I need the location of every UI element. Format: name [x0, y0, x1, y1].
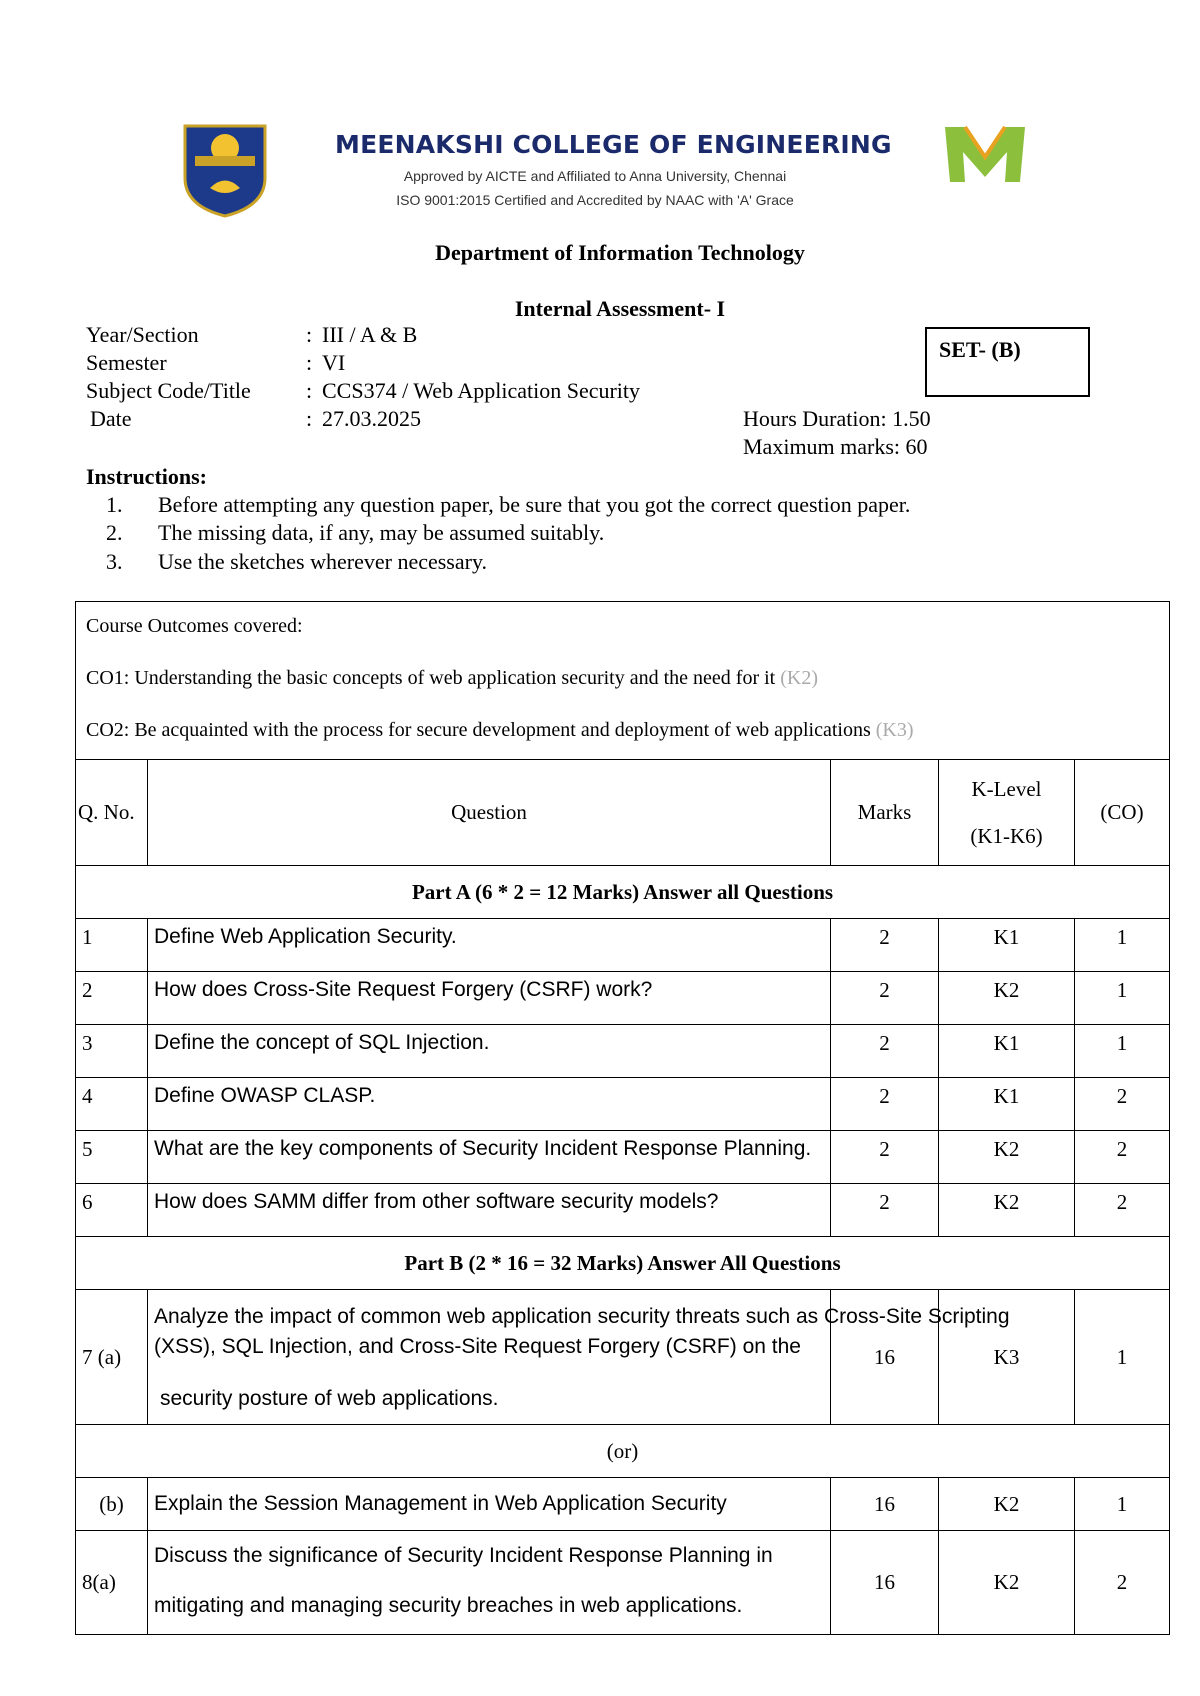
question-number: (b) [76, 1478, 148, 1531]
college-crest-logo [175, 118, 275, 223]
approval-line: Approved by AICTE and Affiliated to Anna University, Chennai [403, 168, 787, 184]
instructions-title: Instructions: [86, 464, 208, 489]
question-klevel: K2 [939, 1184, 1075, 1237]
header-co: (CO) [1075, 760, 1170, 866]
question-text: How does Cross-Site Request Forgery (CSRF) work? [148, 972, 831, 1025]
question-text: Analyze the impact of common web application security threats such as Cross-Site Scripting (XSS), SQL Injection, and Cross-Site Request Forgery (CSRF) on the security posture of web applications. [148, 1290, 831, 1425]
question-klevel: K1 [939, 919, 1075, 972]
question-klevel: K1 [939, 1025, 1075, 1078]
question-co: 1 [1075, 1025, 1170, 1078]
header-marks: Marks [831, 760, 939, 866]
question-klevel: K2 [939, 1531, 1075, 1635]
table-row [76, 1531, 1170, 1635]
question-number: 2 [76, 972, 148, 1025]
set-box [925, 327, 1090, 397]
date-value: 27.03.2025 [322, 406, 421, 431]
co1-level: (K2) [780, 666, 819, 689]
date-label: Date [90, 406, 132, 431]
question-number: 7 (a) [76, 1290, 148, 1425]
part-b-header-row [76, 1237, 1170, 1290]
question-marks: 2 [831, 972, 939, 1025]
question-text: Explain the Session Management in Web Application Security [148, 1478, 831, 1531]
question-number: 1 [76, 919, 148, 972]
question-co: 1 [1075, 1478, 1170, 1531]
table-row [76, 1078, 1170, 1131]
co-heading: Course Outcomes covered: [86, 614, 303, 637]
colon: : [306, 378, 313, 403]
table-row [76, 1131, 1170, 1184]
subject-label: Subject Code/Title [86, 378, 251, 403]
co2-level: (K3) [875, 718, 914, 741]
part-b-heading: Part B (2 * 16 = 32 Marks) Answer All Questions [76, 1237, 1170, 1290]
assessment-title: Internal Assessment- I [514, 296, 726, 321]
max-marks: Maximum marks: 60 [743, 434, 928, 459]
part-a-rows [76, 919, 1170, 1237]
co1: CO1: Understanding the basic concepts of web application security and the need for it (K2) [86, 666, 819, 689]
colon: : [306, 322, 313, 347]
question-number: 3 [76, 1025, 148, 1078]
table-row [76, 1184, 1170, 1237]
question-text: Define the concept of SQL Injection. [148, 1025, 831, 1078]
question-co: 2 [1075, 1531, 1170, 1635]
question-klevel: K2 [939, 1131, 1075, 1184]
question-marks: 16 [831, 1531, 939, 1635]
question-co: 2 [1075, 1078, 1170, 1131]
question-text: How does SAMM differ from other software security models? [148, 1184, 831, 1237]
question-marks: 2 [831, 1025, 939, 1078]
semester-label: Semester [86, 350, 167, 375]
header-qno: Q. No. [76, 760, 148, 866]
part-a-heading: Part A (6 * 2 = 12 Marks) Answer all Questions [76, 866, 1170, 919]
duration: Hours Duration: 1.50 [743, 406, 931, 431]
semester-value: VI [322, 350, 346, 375]
question-marks: 2 [831, 919, 939, 972]
header-klevel: K-Level (K1-K6) [939, 760, 1075, 866]
question-text: Define Web Application Security. [148, 919, 831, 972]
question-number: 6 [76, 1184, 148, 1237]
set-label: SET- (B) [939, 337, 1021, 362]
year-label: Year/Section [86, 322, 199, 347]
question-text: Discuss the significance of Security Incident Response Planning in mitigating and managing security breaches in web applications. [148, 1531, 831, 1635]
question-number: 4 [76, 1078, 148, 1131]
question-marks: 2 [831, 1184, 939, 1237]
question-text: What are the key components of Security Incident Response Planning. [148, 1131, 831, 1184]
question-marks: 2 [831, 1078, 939, 1131]
college-name: MEENAKSHI COLLEGE OF ENGINEERING [335, 130, 892, 159]
question-klevel: K2 [939, 972, 1075, 1025]
table-row [76, 919, 1170, 972]
question-table [75, 601, 1170, 1635]
question-marks: 2 [831, 1131, 939, 1184]
question-co: 1 [1075, 1290, 1170, 1425]
question-marks: 16 [831, 1478, 939, 1531]
part-a-header-row [76, 866, 1170, 919]
question-marks: 16 [831, 1290, 939, 1425]
header-question: Question [148, 760, 831, 866]
department-title: Department of Information Technology [435, 240, 805, 265]
trust-logo [935, 122, 1035, 212]
question-co: 1 [1075, 972, 1170, 1025]
iso-line: ISO 9001:2015 Certified and Accredited by NAAC with 'A' Grace [396, 192, 794, 208]
colon: : [306, 350, 313, 375]
table-row [76, 1290, 1170, 1425]
college-header [175, 118, 1035, 228]
question-co: 2 [1075, 1131, 1170, 1184]
year-value: III / A & B [322, 322, 418, 347]
question-klevel: K1 [939, 1078, 1075, 1131]
question-co: 2 [1075, 1184, 1170, 1237]
question-number: 8(a) [76, 1531, 148, 1635]
or-row [76, 1425, 1170, 1478]
course-outcomes-cell [76, 602, 1170, 760]
subject-value: CCS374 / Web Application Security [322, 378, 641, 403]
course-outcomes-row [76, 602, 1170, 760]
table-row [76, 1478, 1170, 1531]
table-row [76, 1025, 1170, 1078]
question-number: 5 [76, 1131, 148, 1184]
colon: : [306, 406, 313, 431]
question-co: 1 [1075, 919, 1170, 972]
table-row [76, 972, 1170, 1025]
question-text: Define OWASP CLASP. [148, 1078, 831, 1131]
question-klevel: K2 [939, 1478, 1075, 1531]
co2: CO2: Be acquainted with the process for secure development and deployment of web applications (K3) [86, 718, 914, 741]
table-header-row [76, 760, 1170, 866]
question-klevel: K3 [939, 1290, 1075, 1425]
or-label: (or) [76, 1425, 1170, 1478]
